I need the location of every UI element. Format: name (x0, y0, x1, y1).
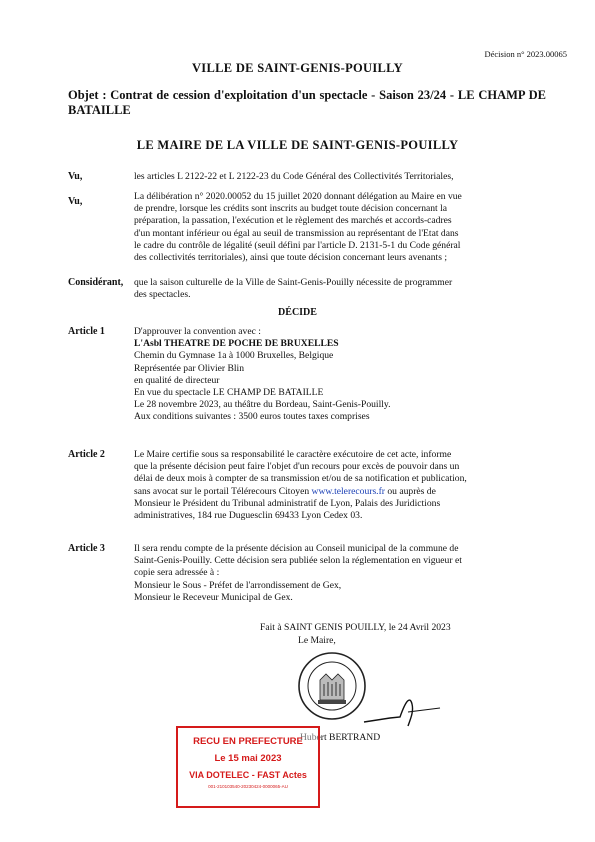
article1-line: L'Asbl THEATRE DE POCHE DE BRUXELLES (134, 338, 339, 350)
signature-icon (360, 690, 450, 730)
article1-line: D'approuver la convention avec : (134, 326, 261, 337)
article-2-text (134, 449, 547, 522)
article2-line: Le Maire certifie sous sa responsabilité le caractère exécutoire de cet acte, informe (134, 449, 452, 460)
article1-line: Le 28 novembre 2023, au théâtre du Bordeau, Saint-Genis-Pouilly. (134, 399, 391, 411)
article-2-label: Article 2 (68, 449, 105, 460)
article2-line: administratives, 184 rue Duguesclin 69433 Lyon Cedex 03. (134, 510, 363, 522)
signature-place-date: Fait à SAINT GENIS POUILLY, le 24 Avril 2023 (260, 622, 451, 633)
vu2-line: d'un montant inférieur ou égal au seuil de transmission au représentant de l'Etat dans (134, 227, 459, 239)
signatory-name: Hubert BERTRAND (300, 732, 381, 743)
vu-label-2: Vu, (68, 196, 83, 207)
vu-label-1: Vu, (68, 171, 83, 182)
article2-portal-text: sans avocat sur le portail Télérecours Citoyen (134, 485, 310, 497)
decide-heading: DÉCIDE (278, 307, 317, 318)
stamp-line-3: VIA DOTELEC - FAST Actes (189, 770, 307, 780)
article1-line: en qualité de directeur (134, 374, 220, 386)
article2-or-text: ou auprès de (387, 485, 436, 497)
article-1-label: Article 1 (68, 326, 105, 337)
town-title: VILLE DE SAINT-GENIS-POUILLY (191, 61, 403, 75)
article3-line: Monsieur le Receveur Municipal de Gex. (134, 591, 293, 603)
vu2-line: La délibération n° 2020.00052 du 15 juillet 2020 donnant délégation au Maire en vue (134, 191, 462, 202)
stamp-line-1: RECU EN PREFECTURE (193, 736, 303, 747)
considerant-line: que la saison culturelle de la Ville de Saint-Genis-Pouilly nécessite de programmer (134, 277, 453, 288)
stamp-line-2: Le 15 mai 2023 (214, 753, 282, 764)
article3-line: Saint-Genis-Pouilly. Cette décision sera publiée selon la réglementation en vigueur et (134, 555, 462, 567)
article2-line: délai de deux mois à compter de sa transmission et/ou de sa notification et publication, (134, 473, 467, 485)
vu2-line: des collectivités territoriales), ainsi que toute décision concernant leurs avenants ; (134, 252, 448, 264)
considerant-text (134, 277, 547, 301)
telerecours-link[interactable]: www.telerecours.fr (311, 485, 385, 497)
subject-heading: Objet : Contrat de cession d'exploitation d'un spectacle - Saison 23/24 - LE CHAMP DE BATAILLE (68, 88, 546, 117)
article2-line (134, 486, 547, 498)
article1-line: Représentée par Olivier Blin (134, 362, 245, 374)
vu2-line: de prendre, lorsque les crédits sont inscrits au budget toute décision concernant la (134, 203, 448, 215)
considerant-label: Considérant, (68, 277, 124, 288)
stamp-line-4: 001-210103540-20230424-0000065-AU (208, 784, 288, 789)
article1-line: Aux conditions suivantes : 3500 euros toutes taxes comprises (134, 411, 370, 423)
article-3-text (134, 543, 547, 604)
vu-text-1: les articles L 2122-22 et L 2122-23 du Code Général des Collectivités Territoriales, (134, 171, 454, 182)
article1-line: En vue du spectacle LE CHAMP DE BATAILLE (134, 387, 324, 399)
article3-line: Monsieur le Sous - Préfet de l'arrondissement de Gex, (134, 579, 342, 591)
article-1-text (134, 326, 547, 424)
vu2-line: le cadre du contrôle de légalité (seuil défini par l'article D. 2131-5-1 du Code général (134, 239, 461, 251)
signature-title: Le Maire, (298, 635, 336, 646)
prefecture-stamp (176, 726, 320, 808)
mayor-title: LE MAIRE DE LA VILLE DE SAINT-GENIS-POUILLY (136, 138, 459, 152)
article3-line: copie sera adressée à : (134, 567, 220, 579)
article2-line: Monsieur le Président du Tribunal administratif de Lyon, Palais des Juridictions (134, 497, 441, 509)
vu2-line: préparation, la passation, l'exécution et le règlement des marchés et accords-cadres (134, 215, 452, 227)
article3-line: Il sera rendu compte de la présente décision au Conseil municipal de la commune de (134, 543, 459, 554)
article1-line: Chemin du Gymnase 1a à 1000 Bruxelles, Belgique (134, 350, 334, 362)
article2-line: que la présente décision peut faire l'objet d'un recours pour excès de pouvoir dans un (134, 461, 460, 473)
vu-text-2 (134, 191, 547, 264)
considerant-line: des spectacles. (134, 289, 191, 301)
town-seal-icon (296, 650, 368, 722)
article-3-label: Article 3 (68, 543, 105, 554)
decision-reference: Décision n° 2023.00065 (484, 49, 567, 59)
